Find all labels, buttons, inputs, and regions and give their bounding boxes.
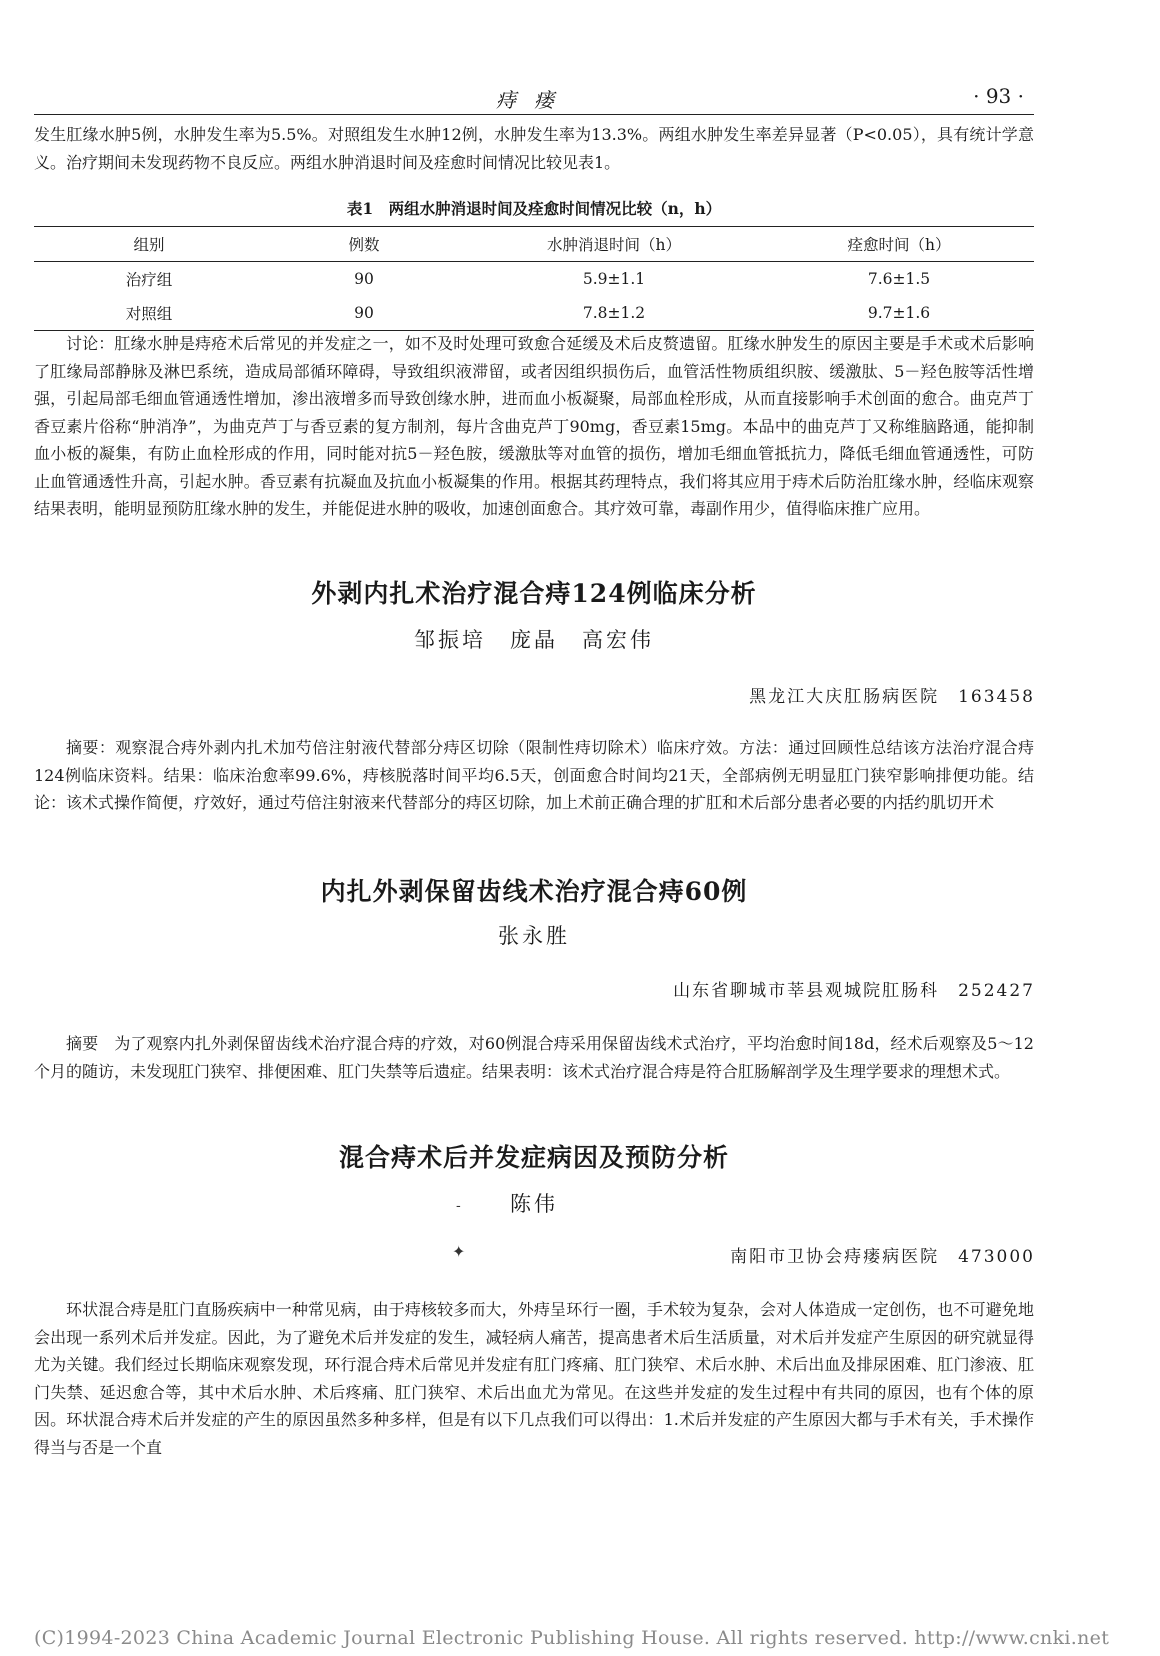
table-cell: 7.8±1.2 (464, 296, 764, 331)
table-cell: 7.6±1.5 (867, 270, 931, 288)
table-cell: 90 (264, 296, 464, 331)
table-cell: 治疗组 (125, 271, 173, 289)
scan-speck: - (456, 1198, 461, 1214)
table-cell: 9.7±1.6 (764, 296, 1034, 331)
discussion-paragraph: 讨论：肛缘水肿是痔疮术后常见的并发症之一，如不及时处理可致愈合延缓及术后皮赘遗留。肛缘水肿发生的原因主要是手术或术后影响了肛缘局部静脉及淋巴系统，造成局部循环障碍，导致组织液滞留，或者因组织损伤后，血管活性物质组织胺、缓激肽、5－羟色胺等活性增强，引起局部毛细血管通透性增加，渗出液增多而导致创缘水肿，进而血小板凝聚，局部血栓形成，从而直接影响手术创面的愈合。曲克芦丁香豆素片俗称“肿消净”，为曲克芦丁与香豆素的复方制剂，每片含曲克芦丁90mg，香豆素15mg。本品中的曲克芦丁又称维脑路通，能抑制血小板的凝集，有防止血栓形成的作用，同时能对抗5－羟色胺，缓激肽等对血管的损伤，增加毛细血管抵抗力，降低毛细血管通透性，可防止血管通透性升高，引起水肿。香豆素有抗凝血及抗血小板凝集的作用。根据其药理特点，我们将其应用于痔术后防治肛缘水肿，经临床观察结果表明，能明显预防肛缘水肿的发生，并能促进水肿的吸收，加速创面愈合。其疗效可靠，毒副作用少，值得临床推广应用。 (34, 334, 1034, 518)
table-cell: 90 (354, 270, 374, 288)
article-authors-3: 陈伟 (510, 1192, 558, 1216)
col-header-heal-time: 痊愈时间（h） (764, 227, 1034, 262)
article-title-2: 内扎外剥保留齿线术治疗混合痔60例 (320, 877, 748, 906)
table-cell: 对照组 (34, 296, 264, 331)
article-affiliation-1: 黑龙江大庆肛肠病医院 163458 (749, 687, 1035, 707)
col-header-edema-time: 水肿消退时间（h） (464, 227, 764, 262)
article-affiliation-3: 南阳市卫协会痔瘘病医院 473000 (730, 1247, 1035, 1267)
running-header (34, 84, 1034, 115)
copyright-footer: (C)1994-2023 China Academic Journal Electronic Publishing House. All rights reserved. http://www.cnki.net (34, 1627, 1110, 1649)
table-header-row (34, 227, 1034, 262)
table-caption: 表1 两组水肿消退时间及痊愈时间情况比较（n，h） (346, 199, 722, 218)
article-authors-1: 邹振培 庞晶 高宏伟 (414, 628, 654, 652)
page-number: · 93 · (973, 84, 1024, 108)
results-table (34, 226, 1034, 331)
article-authors-2: 张永胜 (498, 924, 570, 948)
table-row (34, 262, 1034, 297)
article-affiliation-2: 山东省聊城市莘县观城院肛肠科 252427 (673, 981, 1035, 1001)
col-header-group: 组别 (34, 227, 264, 262)
journal-name: 痔瘘 (496, 88, 572, 112)
article-title-1: 外剥内扎术治疗混合痔124例临床分析 (311, 579, 757, 608)
article-title-3: 混合痔术后并发症病因及预防分析 (338, 1143, 729, 1172)
intro-paragraph: 发生肛缘水肿5例，水肿发生率为5.5%。对照组发生水肿12例，水肿发生率为13.3%。两组水肿发生率差异显著（P<0.05），具有统计学意义。治疗期间未发现药物不良反应。两组水肿消退时间及痊愈时间情况比较见表1。 (34, 125, 1034, 172)
table-cell: 5.9±1.1 (582, 270, 646, 288)
scan-speck: ✦ (452, 1242, 466, 1261)
col-header-count: 例数 (264, 227, 464, 262)
article-abstract-2: 摘要 为了观察内扎外剥保留齿线术治疗混合痔的疗效，对60例混合痔采用保留齿线术式治疗，平均治愈时间18d，经术后观察及5～12个月的随访，未发现肛门狭窄、排便困难、肛门失禁等后遗症。结果表明：该术式治疗混合痔是符合肛肠解剖学及生理学要求的理想术式。 (34, 1034, 1034, 1081)
article-abstract-1: 摘要：观察混合痔外剥内扎术加芍倍注射液代替部分痔区切除（限制性痔切除术）临床疗效。方法：通过回顾性总结该方法治疗混合痔124例临床资料。结果：临床治愈率99.6%，痔核脱落时间平均6.5天，创面愈合时间均21天，全部病例无明显肛门狭窄影响排便功能。结论：该术式操作简便，疗效好，通过芍倍注射液来代替部分的痔区切除，加上术前正确合理的扩肛和术后部分患者必要的内括约肌切开术 (34, 738, 1034, 812)
table-row (34, 296, 1034, 331)
article-body-3: 环状混合痔是肛门直肠疾病中一种常见病，由于痔核较多而大，外痔呈环行一圈，手术较为复杂，会对人体造成一定创伤，也不可避免地会出现一系列术后并发症。因此，为了避免术后并发症的发生，减轻病人痛苦，提高患者术后生活质量，对术后并发症产生原因的研究就显得尤为关键。我们经过长期临床观察发现，环行混合痔术后常见并发症有肛门疼痛、肛门狭窄、术后水肿、术后出血及排尿困难、肛门渗液、肛门失禁、延迟愈合等，其中术后水肿、术后疼痛、肛门狭窄、术后出血尤为常见。在这些并发症的发生过程中有共同的原因，也有个体的原因。环状混合痔术后并发症的产生的原因虽然多种多样，但是有以下几点我们可以得出：1.术后并发症的产生原因大都与手术有关，手术操作得当与否是一个直 (34, 1300, 1034, 1457)
